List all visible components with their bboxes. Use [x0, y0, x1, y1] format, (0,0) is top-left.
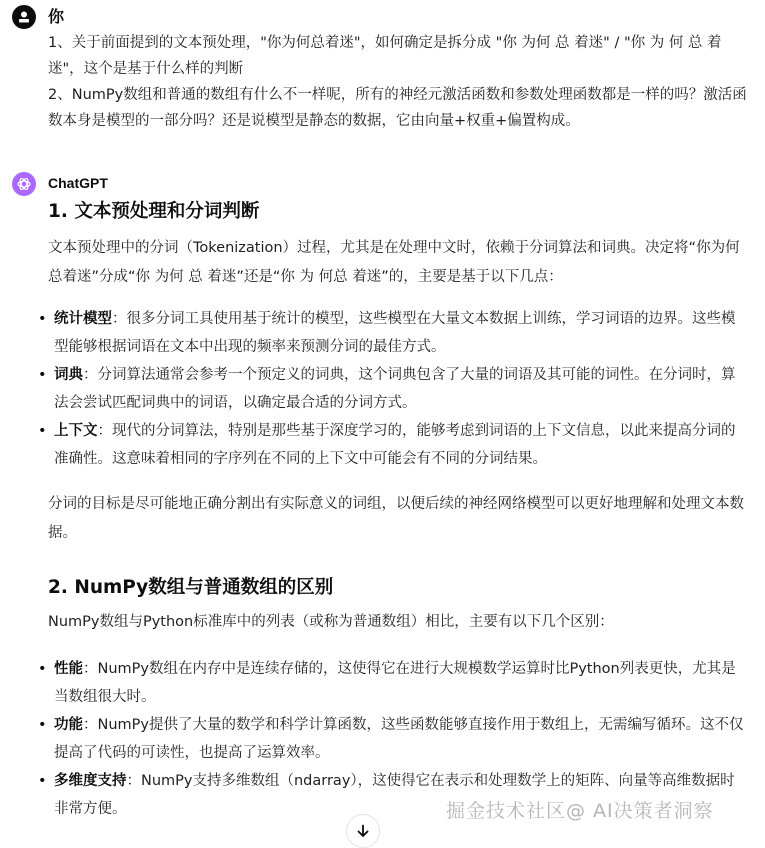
watermark: 掘金技术社区@ AI决策者洞察: [446, 800, 714, 822]
bullet-term: 性能: [54, 661, 83, 677]
list-item: [48, 711, 748, 767]
section-2-intro: NumPy数组与Python标准库中的列表（或称为普通数组）相比，主要有以下几个区别：: [48, 614, 614, 630]
bullet-term: 上下文: [54, 423, 98, 439]
section-1-intro: 文本预处理中的分词（Tokenization）过程，尤其是在处理中文时，依赖于分词算法和词典。决定将“你为何总着迷”分成“你 为何 总 着迷”还是“你 为 何总 着迷”的，主要是基于以下几点：: [48, 240, 740, 285]
bullet-text: ：NumPy提供了大量的数学和科学计算函数，这些函数能够直接作用于数组上，无需编写循环。这不仅提高了代码的可读性，也提高了运算效率。: [54, 717, 744, 761]
list-item: [48, 305, 748, 361]
bullet-text: ：很多分词工具使用基于统计的模型，这些模型在大量文本数据上训练，学习词语的边界。这些模型能够根据词语在文本中出现的频率来预测分词的最佳方式。: [54, 311, 736, 355]
scroll-to-bottom-button[interactable]: [346, 814, 380, 848]
list-item: [48, 655, 748, 711]
bullet-term: 功能: [54, 717, 83, 733]
user-avatar: [12, 5, 36, 29]
section-1-conclusion: 分词的目标是尽可能地正确分割出有实际意义的词组，以便后续的神经网络模型可以更好地理解和处理文本数据。: [48, 496, 744, 541]
openai-logo-icon: [16, 176, 32, 192]
bullet-term: 多维度支持: [54, 773, 127, 789]
arrow-down-icon: [356, 824, 370, 838]
bullet-term: 统计模型: [54, 311, 112, 327]
list-item: [48, 417, 748, 473]
user-message-text: [48, 30, 748, 134]
section-2-heading: 2. NumPy数组与普通数组的区别: [48, 577, 334, 598]
list-item: [48, 361, 748, 417]
bullet-text: ：NumPy支持多维数组（ndarray），这使得它在表示和处理数学上的矩阵、向量等高维数据时非常方便。: [54, 773, 735, 817]
user-line-1: 1、关于前面提到的文本预处理，"你为何总着迷"，如何确定是拆分成 "你 为何 总 着迷" / "你 为 何 总 着迷"，这个是基于什么样的判断: [48, 35, 722, 77]
bullet-text: ：分词算法通常会参考一个预定义的词典，这个词典包含了大量的词语及其可能的词性。在分词时，算法会尝试匹配词典中的词语，以确定最合适的分词方式。: [54, 367, 736, 411]
section-1-list: [48, 305, 748, 473]
bullet-text: ：NumPy数组在内存中是连续存储的，这使得它在进行大规模数学运算时比Python列表更快，尤其是当数组很大时。: [54, 661, 736, 705]
user-line-2: 2、NumPy数组和普通的数组有什么不一样呢，所有的神经元激活函数和参数处理函数都是一样的吗？激活函数本身是模型的一部分吗？还是说模型是静态的数据，它由向量+权重+偏置构成。: [48, 87, 747, 129]
bullet-text: ：现代的分词算法，特别是那些基于深度学习的，能够考虑到词语的上下文信息，以此来提高分词的准确性。这意味着相同的字序列在不同的上下文中可能会有不同的分词结果。: [54, 423, 736, 467]
bullet-term: 词典: [54, 367, 83, 383]
user-author-name: 你: [48, 7, 65, 26]
user-icon: [17, 10, 31, 24]
assistant-avatar: [12, 172, 36, 196]
section-1-heading: 1. 文本预处理和分词判断: [48, 201, 260, 222]
assistant-author-name: ChatGPT: [48, 175, 108, 191]
assistant-response-body: [48, 198, 748, 823]
